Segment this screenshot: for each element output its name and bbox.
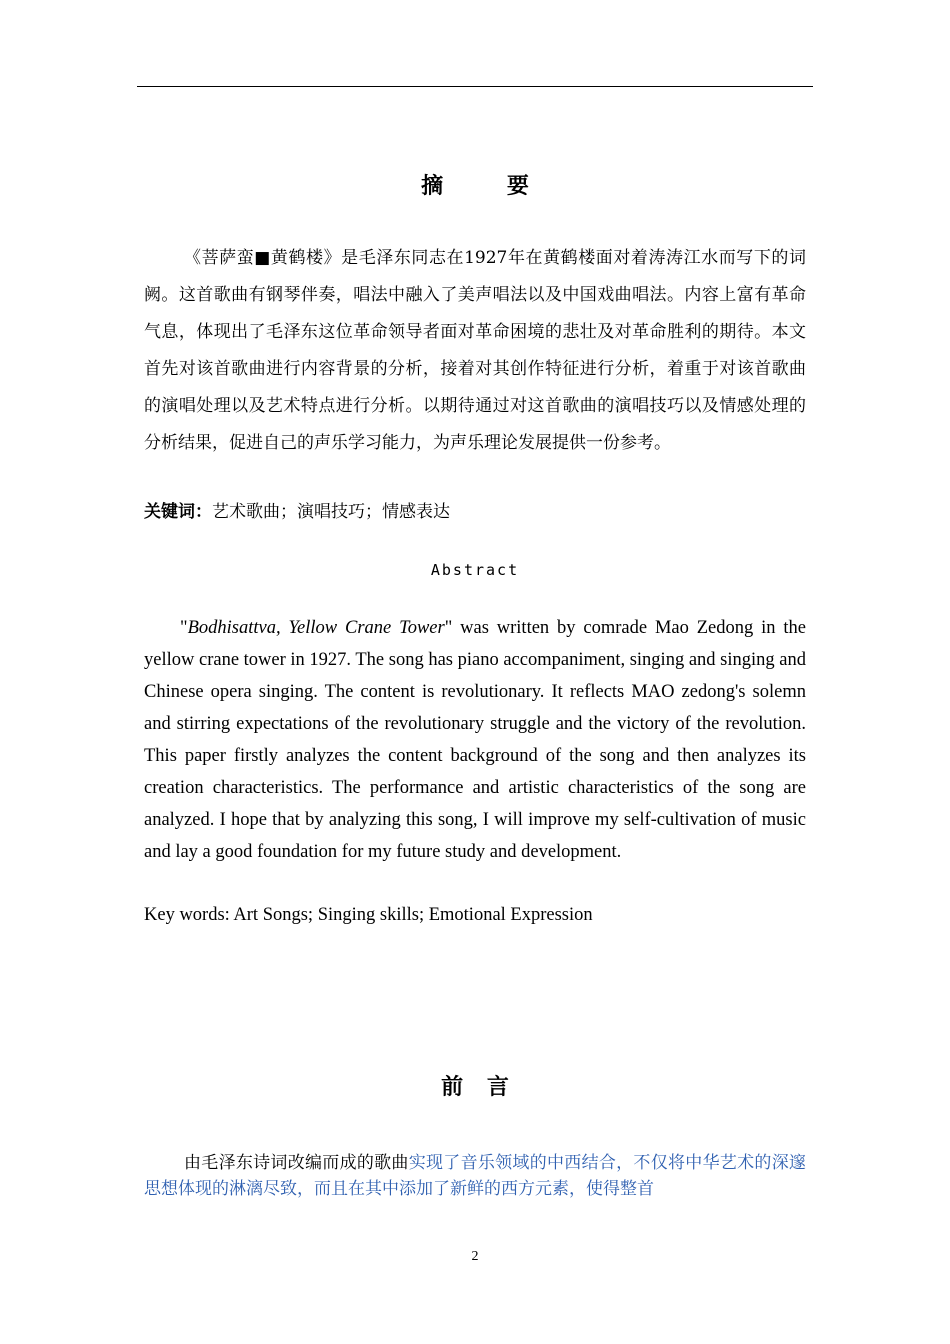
preface-heading: 前 言 (441, 1075, 517, 1100)
english-abstract-open-quote: " (180, 618, 188, 638)
preface-paragraph (144, 1150, 806, 1202)
header-rule (137, 86, 813, 87)
page-number: 2 (471, 1249, 479, 1264)
chinese-keywords-list: 艺术歌曲；演唱技巧；情感表达 (212, 502, 450, 522)
preface-highlighted-text: 实现了音乐领域的中西结合，不仅将中华艺术的深邃思想体现的淋漓尽致，而且在其中添加了新鲜的西方元素，使得整首 (144, 1153, 807, 1199)
preface-plain-text: 由毛泽东诗词改编而成的歌曲 (184, 1153, 409, 1173)
chinese-keywords (144, 497, 806, 527)
english-keywords: Key words: Art Songs; Singing skills; Emotional Expression (144, 905, 593, 925)
chinese-keywords-label: 关键词： (144, 502, 212, 522)
english-abstract-paragraph (144, 612, 806, 868)
abstract-heading: 摘 要 (421, 174, 557, 199)
english-abstract-body: " was written by comrade Mao Zedong in the yellow crane tower in 1927. The song has piano accompaniment, singing and singing and Chinese opera singing. The content is revolutionary. It reflects MAO zedong's solemn and stirring expectations of the revolutionary struggle and the victory of the revolution. This paper firstly analyzes the content background of the song and then analyzes its creation characteristics. The performance and artistic characteristics of the song are analyzed. I hope that by analyzing this song, I will improve my self-cultivation of music and lay a good foundation for my future study and development. (144, 618, 806, 862)
english-abstract-song-title: Bodhisattva, Yellow Crane Tower (187, 618, 445, 638)
chinese-abstract-paragraph: 《菩萨蛮■黄鹤楼》是毛泽东同志在1927年在黄鹤楼面对着涛涛江水而写下的词阙。这首歌曲有钢琴伴奏，唱法中融入了美声唱法以及中国戏曲唱法。内容上富有革命气息，体现出了毛泽东这位革命领导者面对革命困境的悲壮及对革命胜利的期待。本文首先对该首歌曲进行内容背景的分析，接着对其创作特征进行分析，着重于对该首歌曲的演唱处理以及艺术特点进行分析。以期待通过对这首歌曲的演唱技巧以及情感处理的分析结果，促进自己的声乐学习能力，为声乐理论发展提供一份参考。 (144, 248, 806, 453)
english-abstract-heading: Abstract (430, 561, 520, 579)
